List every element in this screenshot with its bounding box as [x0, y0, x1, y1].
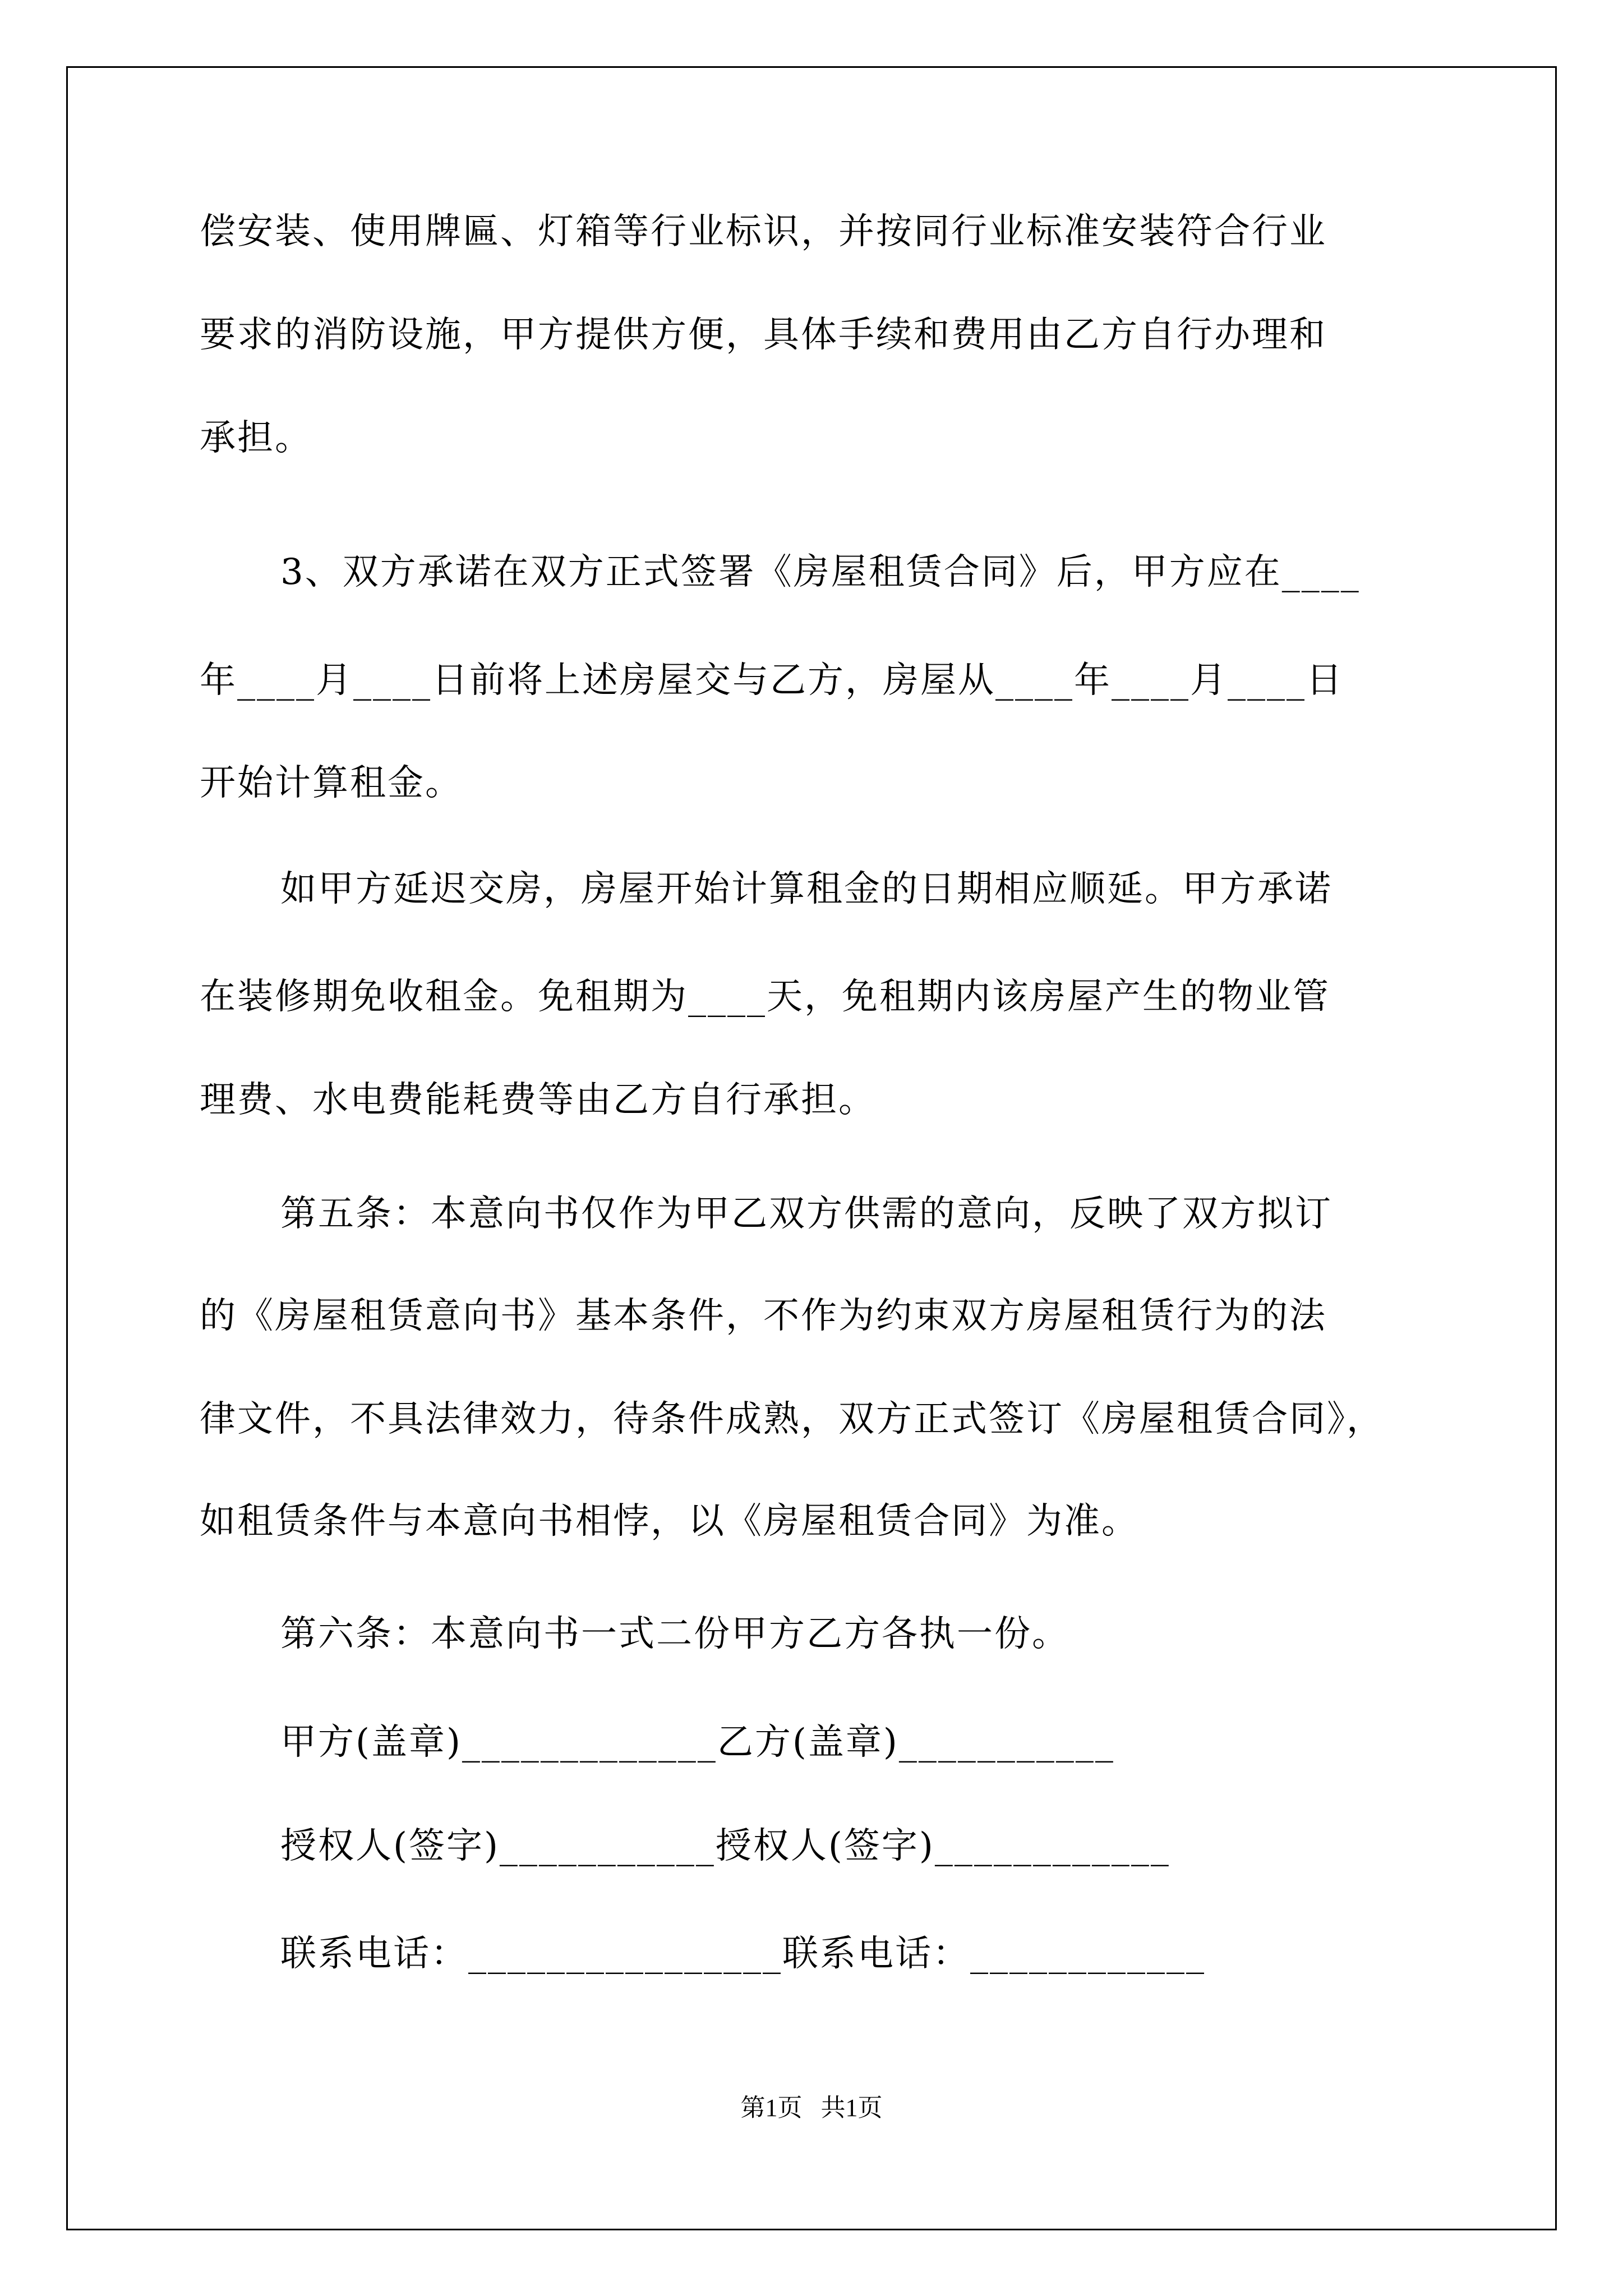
delay-paragraph-line: 在装修期免收租金。免租期为____天，免租期内该房屋产生的物业管	[200, 976, 1330, 1018]
clause-3-line: 年____月____日前将上述房屋交与乙方，房屋从____年____月____日	[200, 660, 1344, 701]
clause-3-line: 开始计算租金。	[200, 762, 463, 804]
page-footer: 第1页 共1页	[740, 2094, 883, 2122]
clause-3-line: 3、双方承诺在双方正式签署《房屋租赁合同》后，甲方应在____	[280, 551, 1361, 593]
delay-paragraph-line: 如甲方延迟交房，房屋开始计算租金的日期相应顺延。甲方承诺	[280, 868, 1332, 910]
article-5-line: 律文件，不具法律效力，待条件成熟，双方正式签订《房屋租赁合同》，	[200, 1398, 1384, 1440]
article-5-line: 的《房屋租赁意向书》基本条件，不作为约束双方房屋租赁行为的法	[200, 1295, 1327, 1337]
party-seal-line: 甲方(盖章)_____________乙方(盖章)___________	[280, 1722, 1115, 1763]
paragraph-line: 要求的消防设施，甲方提供方便，具体手续和费用由乙方自行办理和	[200, 314, 1327, 356]
article-6-line: 第六条：本意向书一式二份甲方乙方各执一份。	[280, 1613, 1069, 1655]
paragraph-line: 承担。	[200, 417, 312, 459]
authorized-signature-line: 授权人(签字)___________授权人(签字)____________	[280, 1825, 1170, 1867]
contact-phone-line: 联系电话：________________联系电话：____________	[280, 1933, 1206, 1975]
delay-paragraph-line: 理费、水电费能耗费等由乙方自行承担。	[200, 1079, 876, 1121]
paragraph-line: 偿安装、使用牌匾、灯箱等行业标识，并按同行业标准安装符合行业	[200, 211, 1327, 252]
article-5-line: 第五条：本意向书仅作为甲乙双方供需的意向，反映了双方拟订	[280, 1193, 1332, 1235]
page-border	[66, 66, 1557, 2230]
article-5-line: 如租赁条件与本意向书相悖，以《房屋租赁合同》为准。	[200, 1501, 1139, 1542]
